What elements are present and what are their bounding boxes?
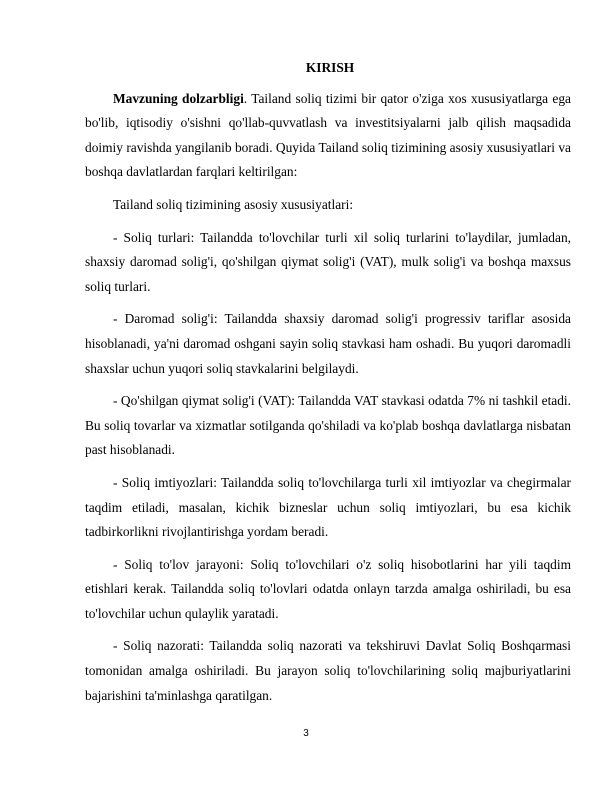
paragraph-daromad-soligi: - Daromad solig'i: Tailandda shaxsiy daromad solig'i progressiv tariflar asosida hisoblanadi, ya'ni daromad oshgani sayin soliq stavkasi ham oshadi. Bu yuqori daromadli shaxslar uchun yuqori soliq stavkalarini belgilaydi.	[85, 311, 571, 376]
page-number: 3	[303, 728, 309, 739]
paragraph-soliq-imtiyozlari: - Soliq imtiyozlari: Tailandda soliq to'lovchilarga turli xil imtiyozlar va chegirmalar taqdim etiladi, masalan, kichik bizneslar uchun soliq imtiyozlari, bu esa kichik tadbirkorlikni rivojlantirishga yordam beradi.	[85, 474, 571, 540]
intro-text: . Tailand soliq tizimi bir qator o'ziga xos xususiyatlarga ega bo'lib, iqtisodiy o'sishni qo'llab-quvvatlash va investitsiyalarni jalb qilish maqsadida doimiy ravishda yangilanib boradi. Quyida Tailand soliq tizimining asosiy xususiyatlari va boshqa davlatlardan farqlari keltirilgan:	[85, 90, 572, 180]
paragraph-soliq-tolov-jarayoni: - Soliq to'lov jarayoni: Soliq to'lovchilari o'z soliq hisobotlarini har yili taqdim etishlari kerak. Tailandda soliq to'lovlari odatda onlayn tarzda amalga oshiriladi, bu esa to'lovchilar uchun qulaylik yaratadi.	[85, 556, 571, 621]
page-content	[85, 56, 571, 716]
intro-lead: Mavzuning dolzarbligi	[113, 90, 244, 106]
paragraph-soliq-nazorati: - Soliq nazorati: Tailandda soliq nazorati va tekshiruvi Davlat Soliq Boshqarmasi tomonidan amalga oshiriladi. Bu jarayon soliq to'lovchilarining soliq majburiyatlarini bajarishini ta'minlashga qaratilgan.	[85, 638, 571, 703]
intro-paragraph	[85, 87, 571, 185]
section-subheading: Tailand soliq tizimining asosiy xususiyatlari:	[113, 196, 354, 212]
paragraph-soliq-turlari: - Soliq turlari: Tailandda to'lovchilar turli xil soliq turlarini to'laydilar, jumladan, shaxsiy daromad solig'i, qo'shilgan qiymat solig'i (VAT), mulk solig'i va boshqa maxsus soliq turlari.	[85, 229, 571, 294]
page-title: KIRISH	[305, 60, 355, 75]
paragraph-vat: - Qo'shilgan qiymat solig'i (VAT): Tailandda VAT stavkasi odatda 7% ni tashkil etadi. Bu soliq tovarlar va xizmatlar sotilganda qo'shiladi va ko'plab boshqa davlatlarga nisbatan past hisoblanadi.	[85, 393, 571, 458]
